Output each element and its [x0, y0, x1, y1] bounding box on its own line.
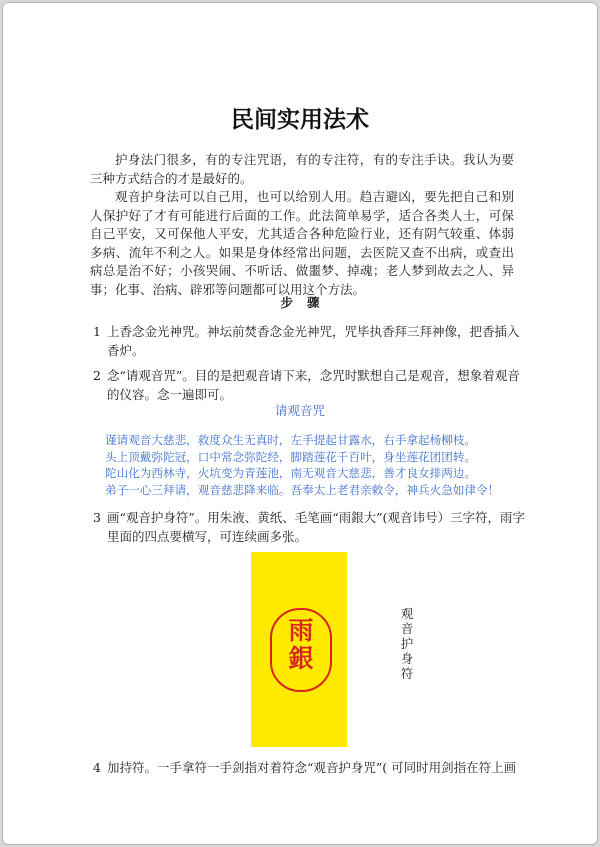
steps-heading: 步骤	[280, 295, 334, 310]
step-text: 加持符。一手拿符一手剑指对着符念“观音护身咒”( 可同时用剑指在符上画	[107, 760, 517, 775]
step-2	[93, 367, 531, 404]
step-number: 2	[93, 368, 101, 383]
talisman-seal	[270, 608, 332, 692]
seal-glyph-bottom: 銀	[288, 644, 314, 673]
step-1	[93, 323, 531, 360]
talisman-caption: 观音护身符	[400, 606, 414, 681]
mantra-line: 弟子一心三拜请，观音慈悲降来临。吾奉太上老君亲敕令，神兵火急如律令！	[105, 482, 500, 497]
mantra-line: 谨请观音大慈悲，救度众生无真时，左手提起甘露水，右手拿起杨柳枝。	[105, 433, 477, 447]
step-number: 1	[93, 324, 101, 339]
step-3	[93, 509, 531, 546]
step-number: 3	[93, 510, 101, 525]
step-text: 画“观音护身符”。用朱液、黄纸、毛笔画“雨銀大”(观音讳号）三字符，雨字里面的四点要横写，可连续画多张。	[107, 510, 525, 544]
step-4	[93, 759, 531, 778]
mantra-text	[105, 432, 525, 498]
document-page	[2, 2, 598, 845]
step-number: 4	[93, 760, 101, 775]
intro-paragraph-2: 观音护身法可以自己用，也可以给别人用。趋吉避凶，要先把自己和别人保护好了才有可能进行后面的工作。此法简单易学，适合各类人士，可保自己平安，又可保他人平安，尤其适合各种危险行业，还有阴气较重、体弱多病、流年不利之人。如果是身体经常出问题，去医院又查不出病，或查出病总是治不好；小孩哭闹、不听话、做噩梦、掉魂；老人梦到故去之人、异事；化事、治病、辟邪等问题都可以用这个方法。	[90, 189, 514, 297]
talisman-image	[251, 552, 347, 747]
page-title: 民间实用法术	[231, 107, 369, 133]
step-text: 上香念金光神咒。神坛前焚香念金光神咒，咒毕执香拜三拜神像，把香插入香炉。	[107, 324, 520, 358]
intro-paragraph-1: 护身法门很多，有的专注咒语，有的专注符，有的专注手诀。我认为要三种方式结合的才是最好的。	[90, 152, 514, 186]
mantra-line: 头上顶戴弥陀冠，口中常念弥陀经，脚踏莲花千百叶，身坐莲花团团转。	[105, 449, 477, 464]
seal-glyph-top: 雨	[288, 616, 314, 645]
step-text: 念“请观音咒”。目的是把观音请下来，念咒时默想自己是观音，想象着观音的仪容。念一遍即可。	[107, 368, 520, 402]
mantra-line: 陀山化为西林寺，火坑变为青莲池，南无观音大慈悲，善才良女排两边。	[105, 466, 477, 481]
mantra-title: 请观音咒	[274, 403, 325, 418]
